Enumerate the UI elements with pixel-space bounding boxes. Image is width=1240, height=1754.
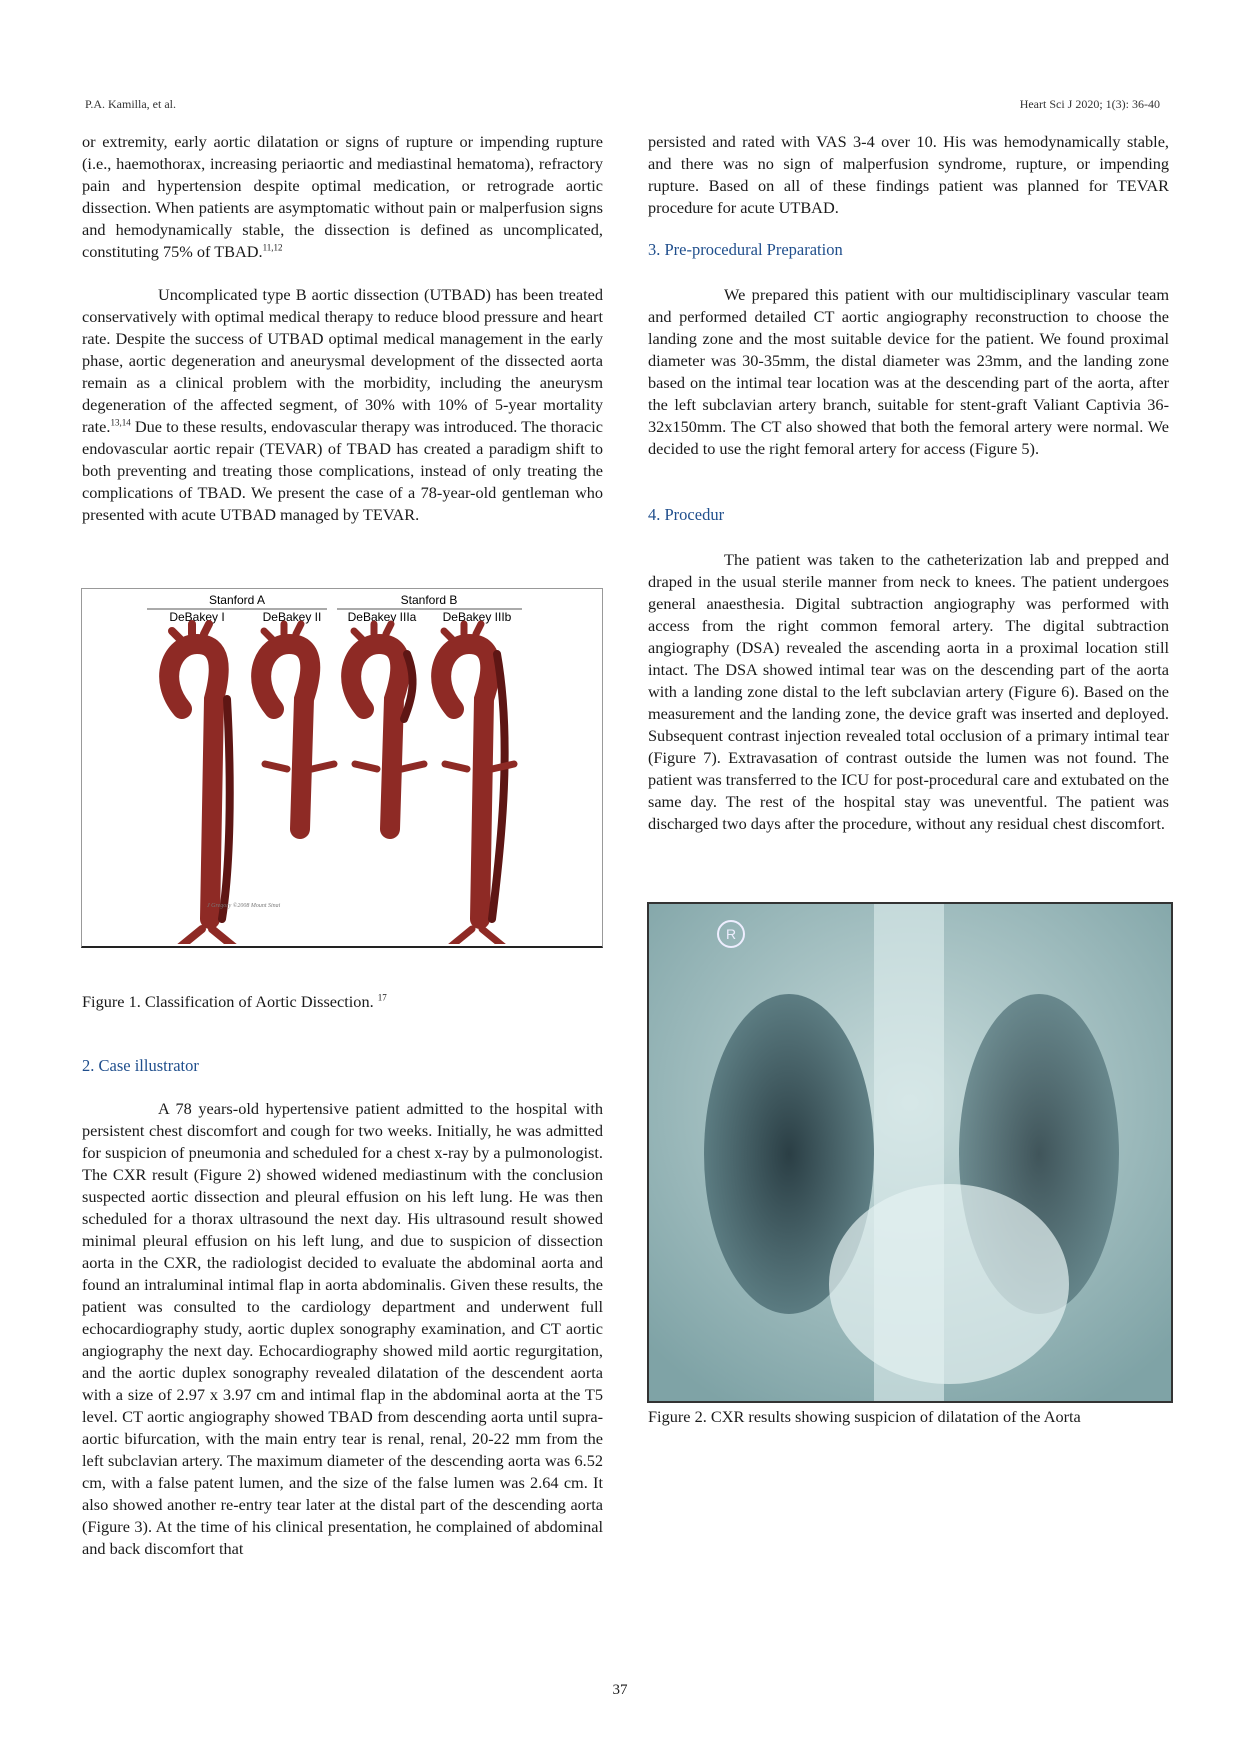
aorta-illustration — [82, 589, 602, 944]
paragraph: The patient was taken to the catheterization lab and prepped and draped in the usual sterile manner from neck to knees. The patient undergoes general anaesthesia. Digital subtraction angiography was performed with access from the right common femoral artery. The digital subtraction angiography (DSA) revealed the ascending aorta in a proximal location still intact. The DSA showed intimal tear was on the descending part of the aorta with a landing zone distal to the left subclavian artery (Figure 6). Based on the measurement and the landing zone, the device graft was inserted and deployed. Subsequent contrast injection revealed total occlusion of a primary intimal tear (Figure 7). Extravasation of contrast outside the lumen was not found. The patient was transferred to the ICU for post-procedural care and extubated on the same day. The rest of the hospital stay was uneventful. The patient was discharged two days after the procedure, without any residual chest discomfort. — [648, 550, 1169, 833]
paragraph: A 78 years-old hypertensive patient admitted to the hospital with persistent chest discomfort and cough for two weeks. Initially, he was admitted for suspicion of pneumonia and scheduled for a chest x-ray by a pulmonologist. The CXR result (Figure 2) showed widened mediastinum with the conclusion suspected aortic dissection and pleural effusion on his left lung. He was then scheduled for a thorax ultrasound the next day. His ultrasound result showed minimal pleural effusion on his left lung, and due to suspicion of dissection aorta in the CXR, the radiologist decided to evaluate the abdominal aorta and found an intraluminal intimal flap in aorta abdominalis. Given these results, the patient was consulted to the cardiology department and underwent full echocardiography study, aortic duplex sonography examination, and CT aortic angiography the next day. Echocardiography showed mild aortic regurgitation, and the aortic duplex sonography revealed dilatation of the descendent aorta with a size of 2.97 x 3.97 cm and intimal flap in the abdominal aorta at the T5 level. CT aortic angiography showed TBAD from descending aorta until supra-aortic bifurcation, with the main entry tear is renal, renal, 20-22 mm from the left subclavian artery. The maximum diameter of the descending aorta was 6.52 cm, with a false patent lumen, and the size of the false lumen was 2.64 cm. It also showed another re-entry tear later at the distal part of the descending aorta (Figure 3). At the time of his clinical presentation, he complained of abdominal and back discomfort that — [82, 1099, 603, 1558]
type-label: DeBakey IIIa — [347, 610, 417, 624]
figure-chest-xray — [647, 902, 1173, 1403]
side-marker: R — [725, 926, 737, 942]
paragraph-text: or extremity, early aortic dilatation or signs of rupture or impending rupture (i.e., haemothorax, increasing periaortic and mediastinal hematoma), refractory pain and hypertension despite optimal medication, or retrograde aortic dissection. When patients are asymptomatic without pain or malperfusion signs and hemodynamically stable, the dissection is defined as uncomplicated, constituting 75% of TBAD. — [82, 132, 603, 261]
paragraph-text: Due to these results, endovascular therapy was introduced. The thoracic endovascular aortic repair (TEVAR) of TBAD has created a paradigm shift to both preventing and treating those complications, instead of only treating the complications of TBAD. We present the case of a 78-year-old gentleman who presented with acute UTBAD managed by TEVAR. — [82, 417, 603, 524]
section-heading-procedure: 4. Procedur — [648, 505, 725, 524]
section-heading-case: 2. Case illustrator — [82, 1056, 199, 1075]
citation: 17 — [377, 992, 387, 1003]
figure-2-caption: Figure 2. CXR results showing suspicion of dilatation of the Aorta — [648, 1407, 1081, 1426]
illustration-credit: J Gregory ©2008 Mount Sinai — [207, 903, 281, 909]
paragraph — [82, 284, 603, 526]
page-number: 37 — [612, 1682, 628, 1698]
citation: 11,12 — [262, 242, 283, 253]
type-label: DeBakey IIIb — [442, 610, 512, 624]
type-label: DeBakey II — [262, 610, 322, 624]
group-label: Stanford A — [208, 593, 266, 607]
running-header-authors: P.A. Kamilla, et al. — [85, 97, 176, 111]
xray-image — [649, 904, 1171, 1401]
paragraph: We prepared this patient with our multidisciplinary vascular team and performed detailed CT aortic angiography reconstruction to choose the landing zone and the most suitable device for the patient. We found proximal diameter was 30-35mm, the distal diameter was 23mm, and the landing zone based on the intimal tear location was at the descending part of the aorta, after the left subclavian artery branch, suitable for stent-graft Valiant Captivia 36-32x150mm. The CT also showed that both the femoral artery were normal. We decided to use the right femoral artery for access (Figure 5). — [648, 285, 1169, 458]
citation: 13,14 — [110, 417, 131, 428]
type-label: DeBakey I — [169, 610, 225, 624]
caption-text: Figure 1. Classification of Aortic Dissection. — [82, 992, 374, 1011]
paragraph: persisted and rated with VAS 3-4 over 10. His was hemodynamically stable, and there was no sign of malperfusion syndrome, rupture, or impending rupture. Based on all of these findings patient was planned for TEVAR procedure for acute UTBAD. — [648, 132, 1169, 217]
paragraph-text: Uncomplicated type B aortic dissection (UTBAD) has been treated conservatively with optimal medical therapy to reduce blood pressure and heart rate. Despite the success of UTBAD optimal medical management in the early phase, aortic degeneration and aneurysmal development of the dissected aorta remain as a clinical problem with the morbidity, including the aneurysm degeneration of the affected segment, of 30% with 10% of 5-year mortality rate. — [82, 285, 603, 436]
figure-aortic-dissection-classification — [81, 588, 603, 948]
section-heading-preparation: 3. Pre-procedural Preparation — [648, 240, 843, 259]
figure-1-caption — [82, 992, 387, 1012]
running-header-journal: Heart Sci J 2020; 1(3): 36-40 — [1019, 97, 1160, 111]
group-label: Stanford B — [400, 593, 458, 607]
paragraph — [82, 131, 603, 263]
